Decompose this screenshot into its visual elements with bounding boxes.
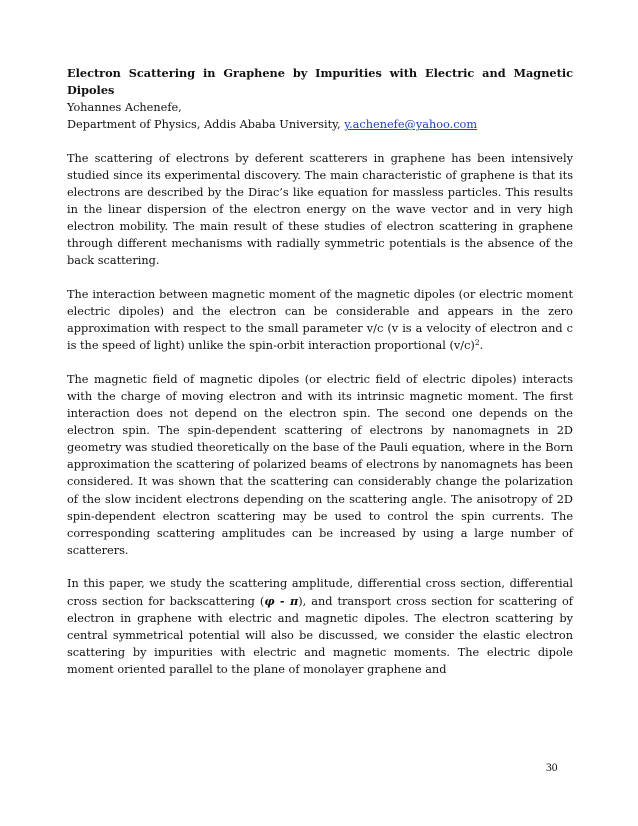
paragraph-dipole-period: . [479,339,484,353]
superscript-two: 2 [474,338,480,348]
author-name: Yohannes Achenefe, [67,101,182,115]
paragraph-intro: The scattering of electrons by deferent scatterers in graphene has been intensively studied since its experimental discovery. The main characteristic of graphene is that its electrons are described by the Dirac’s like equation for massless particles. This results in the linear dispersion of the electron energy on the wave vector and in very high electron mobility. The main result of these studies of electron scattering in graphene through different mechanisms with radially symmetric potentials is the absence of the back scattering. [67,151,573,268]
paragraph-dipole-interaction [67,286,573,354]
paper-title: Electron Scattering in Graphene by Impurities with Electric and Magnetic Dipoles [67,66,573,98]
author-affiliation [67,116,573,133]
page-number: 30 [546,762,558,774]
affiliation-text: Department of Physics, Addis Ababa University, [67,118,341,132]
author-email-link[interactable]: y.achenefe@yahoo.com [344,118,478,132]
backscattering-angle-symbol: φ - π [264,593,299,608]
paragraph-magnetic-field: The magnetic field of magnetic dipoles (or electric field of electric dipoles) interacts with the charge of moving electron and with its intrinsic magnetic moment. The first interaction does not depend on the electron spin. The second one depends on the electron spin. The spin-dependent scattering of electrons by nanomagnets in 2D geometry was studied theoretically on the base of the Pauli equation, where in the Born approximation the scattering of polarized beams of electrons by nanomagnets has been considered. It was shown that the scattering can considerably change the polarization of the slow incident electrons depending on the scattering angle. The anisotropy of 2D spin-dependent electron scattering may be used to control the spin currents. The corresponding scattering amplitudes can be increased by using a large number of scatterers. [67,372,573,557]
paragraph-dipole-text: The interaction between magnetic moment of the magnetic dipoles (or electric moment electric dipoles) and the electron can be considerable and appears in the zero approximation with respect to the small parameter v/c (v is a velocity of electron and c is the speed of light) unlike the spin-orbit interaction proportional (v/c) [67,288,573,353]
paragraph-this-paper-start: In this paper, we study the scattering amplitude, differential cross section, differential cross section for backscattering ( [67,577,573,608]
paragraph-this-paper-end: ), and transport cross section for scattering of electron in graphene with electric and magnetic dipoles. The electron scattering by central symmetrical potential will also be discussed, we consider the elastic electron scattering by impurities with electric and magnetic moments. The electric dipole moment oriented parallel to the plane of monolayer graphene and [67,594,573,676]
paragraph-this-paper [67,575,573,678]
paper-page [67,65,573,678]
